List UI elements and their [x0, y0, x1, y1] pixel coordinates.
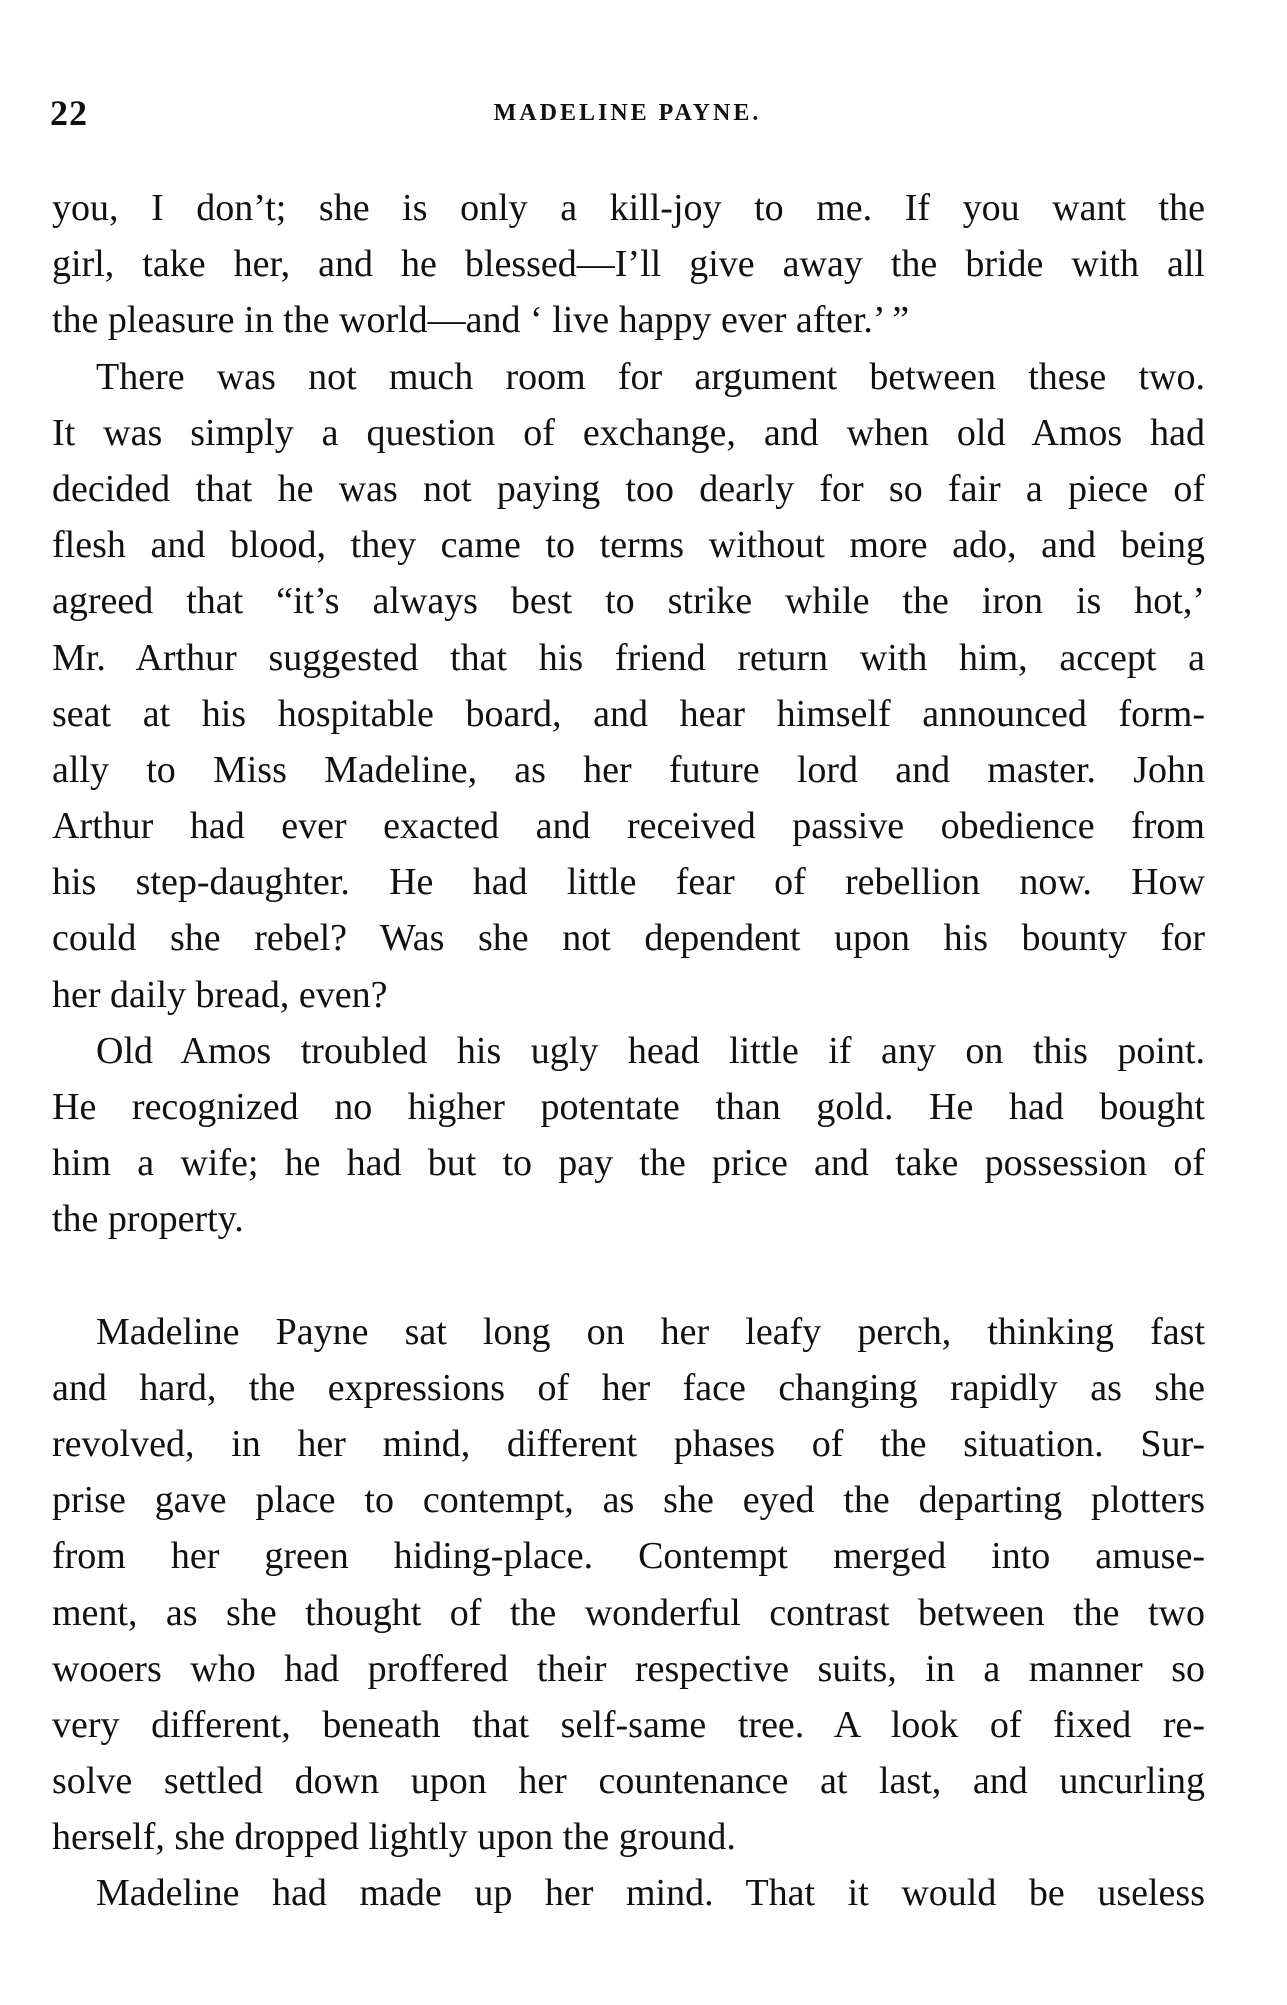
paragraph	[52, 1023, 1205, 1248]
text-line: Old Amos troubled his ugly head little if any on this point.	[96, 1029, 1205, 1072]
text-line: prise gave place to contempt, as she eyed the departing plotters	[52, 1479, 1205, 1522]
text-line: the pleasure in the world—and ‘ live happy ever after.’ ”	[52, 299, 910, 342]
text-line: very different, beneath that self-same tree. A look of fixed re-	[52, 1703, 1205, 1746]
text-line: from her green hiding-place. Contempt merged into amuse-	[52, 1535, 1205, 1578]
text-line: girl, take her, and he blessed—I’ll give away the bride with all	[52, 243, 1205, 286]
text-line: her daily bread, even?	[52, 973, 388, 1016]
text-line: There was not much room for argument between these two.	[96, 355, 1205, 398]
text-line: Madeline Payne sat long on her leafy perch, thinking fast	[96, 1310, 1205, 1353]
text-line: you, I don’t; she is only a kill-joy to me. If you want the	[52, 187, 1205, 229]
text-line: agreed that “it’s always best to strike while the iron is hot,’	[52, 580, 1205, 623]
paragraph	[52, 1865, 1205, 1921]
text-line: revolved, in her mind, different phases of the situation. Sur-	[52, 1422, 1205, 1465]
text-line: ally to Miss Madeline, as her future lord and master. John	[52, 748, 1205, 791]
text-line: Arthur had ever exacted and received passive obedience from	[52, 805, 1205, 848]
paragraph	[52, 180, 1205, 349]
page-number: 22	[50, 93, 88, 133]
text-line: wooers who had proffered their respective suits, in a manner so	[52, 1647, 1205, 1690]
paragraph	[52, 1304, 1205, 1866]
running-title: MADELINE PAYNE.	[493, 100, 762, 126]
text-line: solve settled down upon her countenance at last, and uncurling	[52, 1760, 1205, 1803]
page-header	[50, 92, 1205, 142]
text-line: decided that he was not paying too dearly for so fair a piece of	[52, 467, 1205, 510]
text-line: seat at his hospitable board, and hear himself announced form-	[52, 692, 1205, 735]
text-line: Madeline had made up her mind. That it would be useless	[96, 1872, 1205, 1915]
text-line: Mr. Arthur suggested that his friend return with him, accept a	[52, 636, 1205, 679]
text-line: him a wife; he had but to pay the price and take possession of	[52, 1142, 1205, 1185]
section-break	[52, 1248, 1205, 1304]
text-line: herself, she dropped lightly upon the ground.	[52, 1816, 736, 1859]
paragraph	[52, 349, 1205, 1023]
text-line: ment, as she thought of the wonderful contrast between the two	[52, 1591, 1205, 1634]
body-text	[52, 180, 1205, 1922]
text-line: He recognized no higher potentate than gold. He had bought	[52, 1086, 1205, 1128]
text-line: the property.	[52, 1198, 244, 1241]
text-line: It was simply a question of exchange, and when old Amos had	[52, 411, 1205, 454]
text-line: could she rebel? Was she not dependent upon his bounty for	[52, 917, 1205, 960]
text-line: and hard, the expressions of her face changing rapidly as she	[52, 1366, 1205, 1409]
text-line: flesh and blood, they came to terms without more ado, and being	[52, 524, 1205, 567]
text-line: his step-daughter. He had little fear of rebellion now. How	[52, 861, 1205, 904]
